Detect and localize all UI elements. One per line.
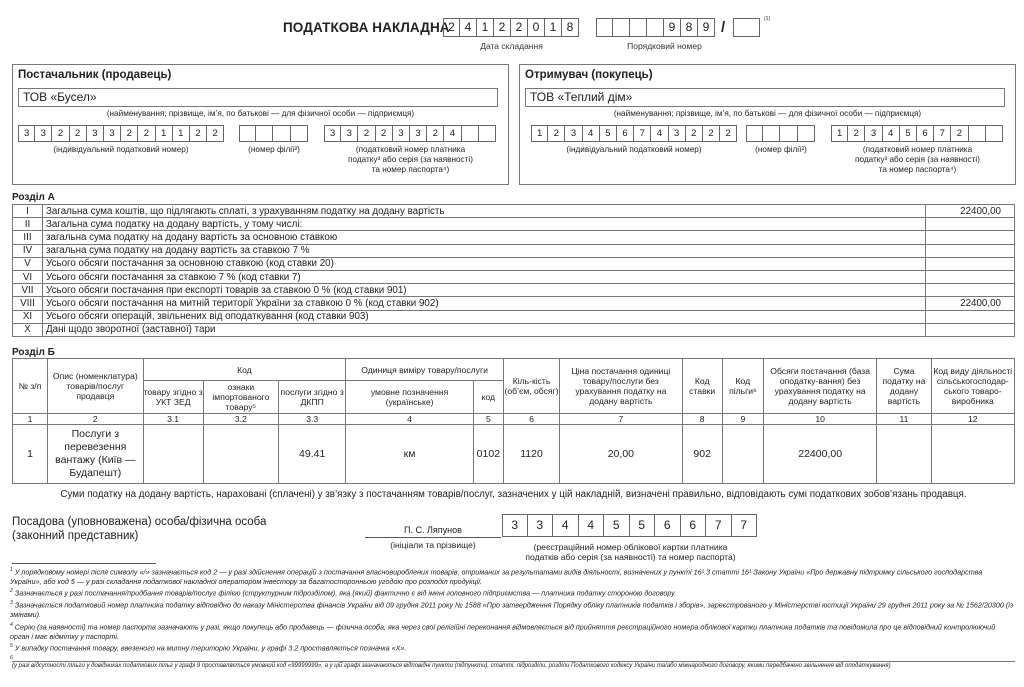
table-row bbox=[13, 297, 1015, 310]
row-label: загальна сума податку на додану вартість за ставкою 7 % bbox=[43, 244, 926, 257]
row-value[interactable] bbox=[926, 244, 1015, 257]
order-digit: 9 bbox=[664, 18, 681, 37]
row-number: I bbox=[13, 205, 43, 218]
buyer-title: Отримувач (покупець) bbox=[525, 69, 653, 81]
signatory-name-caption: (ініціали та прізвище) bbox=[390, 540, 476, 550]
footnote bbox=[10, 587, 1015, 598]
reg-digit: 3 bbox=[528, 514, 554, 537]
col-header-rate-code: Код ставки bbox=[682, 359, 722, 414]
ipn-digit: 2 bbox=[703, 125, 720, 142]
taxpayer-digit: 2 bbox=[848, 125, 865, 142]
caption-line: та номер паспорта⁴) bbox=[371, 165, 450, 174]
caption-line: податків або серія (за наявності) та номер паспорта) bbox=[525, 552, 736, 562]
taxpayer-digit: 5 bbox=[900, 125, 917, 142]
table-row bbox=[13, 284, 1015, 297]
footnote-text: Зазначається податковий номер платника податку відповідно до наказу Міністерства фінансів України від 09 грудня 2011 року № 1588 «Про затвердження Порядку обліку платників податків і зборів», зареєстрованого у Міністерстві юстиції України 29 грудня 2011 року за № 1562/20300 (із змінами). bbox=[10, 600, 1014, 620]
taxpayer-digit: 2 bbox=[376, 125, 393, 142]
branch-digit bbox=[798, 125, 815, 142]
row-value[interactable]: 22400,00 bbox=[926, 205, 1015, 218]
seller-block bbox=[12, 64, 509, 185]
date-digit: 4 bbox=[460, 18, 477, 37]
col-header-vat-sum: Сума податку на додану вартість bbox=[877, 359, 931, 414]
cell-unit-name[interactable]: км bbox=[346, 425, 474, 484]
taxpayer-digit: 4 bbox=[883, 125, 900, 142]
footnote-text: У порядковому номері після символу «/» зазначається код 2 — у разі здійснення операцій з постачання власновироблених товарів, отриманих за результатами видів діяльності, визначених у пункті 16¹.3 статті 16¹ Закону України «Про державну підтримку сільського господарства України», або код 5 — у разі складання податкової накладної оператором інвестору за багатосторонньою угодою про розподіл продукції. bbox=[10, 567, 983, 586]
ipn-digit: 1 bbox=[173, 125, 190, 142]
col-number: 5 bbox=[473, 414, 503, 425]
ipn-digit: 7 bbox=[634, 125, 651, 142]
declaration-text: Суми податку на додану вартість, нараховані (сплачені) у зв’язку з постачанням товарів/послуг, зазначених у цій накладній, визначені правильно, відповідають сумі податкових зобов’язань продавця. bbox=[60, 489, 967, 500]
row-value[interactable] bbox=[926, 284, 1015, 297]
footnote-mark: 6 bbox=[10, 655, 13, 662]
column-number-row bbox=[13, 414, 1015, 425]
taxpayer-digit: 1 bbox=[831, 125, 848, 142]
section-b-label: Розділ Б bbox=[12, 347, 55, 358]
row-number: III bbox=[13, 231, 43, 244]
reg-digit: 4 bbox=[579, 514, 605, 537]
order-digit bbox=[613, 18, 630, 37]
ipn-digit: 3 bbox=[565, 125, 582, 142]
row-label: Усього обсяги постачання за основною ставкою (код ставки 20) bbox=[43, 257, 926, 270]
branch-digit bbox=[291, 125, 308, 142]
signatory-name-field[interactable]: П. С. Ляпунов bbox=[365, 525, 501, 538]
ipn-digit: 2 bbox=[720, 125, 737, 142]
row-number: V bbox=[13, 257, 43, 270]
ipn-digit: 3 bbox=[669, 125, 686, 142]
branch-digit bbox=[256, 125, 273, 142]
date-digit: 2 bbox=[511, 18, 528, 37]
ipn-digit: 5 bbox=[600, 125, 617, 142]
ipn-digit: 2 bbox=[207, 125, 224, 142]
buyer-name-caption: (найменування; прізвище, ім’я, по батькові — для фізичної особи — підприємця) bbox=[613, 109, 922, 118]
row-label: Загальна сума податку на додану вартість, у тому числі: bbox=[43, 218, 926, 231]
ipn-digit: 2 bbox=[548, 125, 565, 142]
branch-digit bbox=[763, 125, 780, 142]
reg-digit: 6 bbox=[681, 514, 707, 537]
row-number: VI bbox=[13, 270, 43, 283]
cell-import[interactable] bbox=[203, 425, 278, 484]
buyer-taxpayer-field[interactable] bbox=[831, 125, 1003, 142]
row-number: X bbox=[13, 323, 43, 336]
footnote-mark: 5 bbox=[10, 643, 13, 650]
col-header-qty: Кіль-кість (об’єм, обсяг) bbox=[503, 359, 559, 414]
footnote-mark: 4 bbox=[10, 621, 13, 628]
taxpayer-digit: 4 bbox=[444, 125, 461, 142]
cell-uktzed[interactable] bbox=[143, 425, 203, 484]
col-header-agri-code: Код виду діяльності сільськогосподар-ського товаро-виробника bbox=[931, 359, 1014, 414]
row-label: Усього обсяги постачання на митній території України за ставкою 0 % (код ставки 902) bbox=[43, 297, 926, 310]
order-suffix-note: (1) bbox=[764, 16, 771, 22]
row-label: Усього обсяги постачання при експорті товарів за ставкою 0 % (код ставки 901) bbox=[43, 284, 926, 297]
ipn-digit: 2 bbox=[686, 125, 703, 142]
seller-branch-field[interactable] bbox=[239, 125, 308, 142]
col-number: 8 bbox=[682, 414, 722, 425]
col-number: 3.2 bbox=[203, 414, 278, 425]
table-row bbox=[13, 205, 1015, 218]
footnote-text: Серію (за наявності) та номер паспорта зазначають у разі, якщо покупець або продавець — фізична особа, яка через свої релігійні переконання відмовляється від прийняття реєстраційного номера облікової картки платника податків та повідомила про це відповідний контролюючий орган і має відмітку у паспорті. bbox=[10, 622, 996, 641]
cell-num: 1 bbox=[13, 425, 48, 484]
row-value[interactable]: 22400,00 bbox=[926, 297, 1015, 310]
col-number: 11 bbox=[877, 414, 931, 425]
section-a-label: Розділ А bbox=[12, 192, 55, 203]
ipn-digit: 3 bbox=[87, 125, 104, 142]
buyer-taxpayer-caption bbox=[831, 145, 1004, 175]
buyer-name-field[interactable]: ТОВ «Теплий дім» bbox=[525, 88, 1005, 107]
row-number: II bbox=[13, 218, 43, 231]
row-label: Дані щодо зворотної (заставної) тари bbox=[43, 323, 926, 336]
row-label: Усього обсяги постачання за ставкою 7 % (код ставки 7) bbox=[43, 270, 926, 283]
footnote-mark: 3 bbox=[10, 600, 13, 607]
section-a-table bbox=[12, 204, 1015, 337]
buyer-branch-field[interactable] bbox=[746, 125, 815, 142]
ipn-digit: 1 bbox=[531, 125, 548, 142]
table-row bbox=[13, 257, 1015, 270]
buyer-block bbox=[519, 64, 1016, 185]
col-header-import: ознаки імпортованого товару⁵ bbox=[203, 381, 278, 414]
order-digit bbox=[630, 18, 647, 37]
col-number: 3.3 bbox=[279, 414, 346, 425]
cell-benefit-code[interactable] bbox=[722, 425, 763, 484]
seller-ipn-caption: (індивідуальний податковий номер) bbox=[53, 145, 189, 154]
cell-rate-code[interactable]: 902 bbox=[682, 425, 722, 484]
col-number: 9 bbox=[722, 414, 763, 425]
col-header-benefit-code: Код пільги⁶ bbox=[722, 359, 763, 414]
col-header-unit-name: умовне позначення (українське) bbox=[346, 381, 474, 414]
buyer-ipn-caption: (індивідуальний податковий номер) bbox=[566, 145, 702, 154]
order-caption: Порядковий номер bbox=[627, 41, 702, 51]
seller-taxpayer-caption bbox=[324, 145, 497, 175]
taxpayer-digit: 2 bbox=[427, 125, 444, 142]
section-b-table bbox=[12, 358, 1015, 484]
cell-qty[interactable]: 1120 bbox=[503, 425, 559, 484]
row-number: IV bbox=[13, 244, 43, 257]
ipn-digit: 2 bbox=[138, 125, 155, 142]
table-row bbox=[13, 231, 1015, 244]
taxpayer-digit bbox=[462, 125, 479, 142]
row-value[interactable] bbox=[926, 231, 1015, 244]
taxpayer-digit bbox=[479, 125, 496, 142]
order-digit: 8 bbox=[681, 18, 698, 37]
reg-digit: 5 bbox=[630, 514, 656, 537]
signatory-label-line: (законний представник) bbox=[12, 530, 139, 542]
branch-digit bbox=[746, 125, 763, 142]
reg-digit: 6 bbox=[655, 514, 681, 537]
col-header-num: № з/п bbox=[13, 359, 48, 414]
footnotes bbox=[10, 566, 1015, 666]
footnote bbox=[10, 599, 1015, 619]
reg-digit: 5 bbox=[604, 514, 630, 537]
caption-line: (податковий номер платника bbox=[862, 145, 973, 154]
taxpayer-digit: 3 bbox=[865, 125, 882, 142]
registration-number-caption bbox=[502, 542, 759, 562]
caption-line: податку³ або серія (за наявності) bbox=[855, 155, 980, 164]
col-number: 10 bbox=[763, 414, 876, 425]
reg-digit: 7 bbox=[706, 514, 732, 537]
row-number: VIII bbox=[13, 297, 43, 310]
date-digit: 1 bbox=[477, 18, 494, 37]
signatory-label-line: Посадова (уповноважена) особа/фізична особа bbox=[12, 516, 267, 528]
date-digit: 2 bbox=[443, 18, 460, 37]
footnote-text: У випадку постачання товару, ввезеного на митну територію України, у графі 3.2 проставляється позначка «Х». bbox=[14, 643, 407, 653]
row-value[interactable] bbox=[926, 323, 1015, 336]
seller-ipn-field[interactable] bbox=[18, 125, 224, 142]
order-suffix-digit bbox=[733, 18, 760, 37]
ipn-digit: 4 bbox=[651, 125, 668, 142]
caption-line: та номер паспорта⁴) bbox=[878, 165, 957, 174]
buyer-ipn-field[interactable] bbox=[531, 125, 737, 142]
row-value[interactable] bbox=[926, 310, 1015, 323]
caption-line: (податковий номер платника bbox=[355, 145, 466, 154]
row-value[interactable] bbox=[926, 270, 1015, 283]
cell-agri-code[interactable] bbox=[931, 425, 1014, 484]
col-number: 6 bbox=[503, 414, 559, 425]
date-caption: Дата складання bbox=[480, 41, 543, 51]
taxpayer-digit: 7 bbox=[934, 125, 951, 142]
taxpayer-digit: 6 bbox=[917, 125, 934, 142]
footnote-mark: 2 bbox=[10, 588, 13, 595]
seller-name-caption: (найменування; прізвище, ім’я, по батькові — для фізичної особи — підприємця) bbox=[106, 109, 415, 118]
taxpayer-digit: 3 bbox=[393, 125, 410, 142]
document-title: ПОДАТКОВА НАКЛАДНА bbox=[283, 20, 450, 35]
seller-branch-caption: (номер філії²) bbox=[248, 145, 300, 154]
col-header-volume: Обсяги постачання (база оподатку-вання) без урахування податку на додану вартість bbox=[763, 359, 876, 414]
cell-dkpp[interactable]: 49.41 bbox=[279, 425, 346, 484]
taxpayer-digit: 2 bbox=[951, 125, 968, 142]
ipn-digit: 3 bbox=[18, 125, 35, 142]
ipn-digit: 4 bbox=[583, 125, 600, 142]
branch-digit bbox=[239, 125, 256, 142]
col-header-unit: Одиниця виміру товару/послуги bbox=[346, 359, 504, 381]
row-value[interactable] bbox=[926, 218, 1015, 231]
col-header-code: Код bbox=[143, 359, 346, 381]
order-slash: / bbox=[721, 19, 726, 36]
taxpayer-digit bbox=[986, 125, 1003, 142]
caption-line: (реєстраційний номер облікової картки платника bbox=[533, 542, 728, 552]
taxpayer-digit: 3 bbox=[341, 125, 358, 142]
col-number: 2 bbox=[48, 414, 143, 425]
footnote bbox=[10, 566, 1015, 586]
seller-taxpayer-field[interactable] bbox=[324, 125, 496, 142]
ipn-digit: 2 bbox=[190, 125, 207, 142]
cell-unit-code[interactable]: 0102 bbox=[473, 425, 503, 484]
table-row bbox=[13, 270, 1015, 283]
cell-price[interactable]: 20,00 bbox=[560, 425, 682, 484]
col-header-uktzed: товару згідно з УКТ ЗЕД bbox=[143, 381, 203, 414]
footnote-mark: 1 bbox=[10, 567, 13, 573]
footnote6-field-line[interactable] bbox=[12, 661, 1015, 662]
order-digit: 9 bbox=[698, 18, 715, 37]
table-row bbox=[13, 218, 1015, 231]
order-suffix-field[interactable] bbox=[733, 18, 760, 37]
date-digit: 2 bbox=[494, 18, 511, 37]
reg-digit: 7 bbox=[732, 514, 758, 537]
footnote6-detail: (у разі відсутності пільги у довідниках податкових пільг у графі 9 проставляється умовний код «99999999», а у цій графі зазначаються відповідні пункти (підпункти), статті, підрозділи, розділи Податкового кодексу України та/або міжнародного договору, якими передбачено звільнення від оподаткування) bbox=[12, 663, 891, 669]
table-row bbox=[13, 323, 1015, 336]
col-header-unit-code: код bbox=[473, 381, 503, 414]
taxpayer-digit bbox=[969, 125, 986, 142]
seller-title: Постачальник (продавець) bbox=[18, 69, 172, 81]
buyer-branch-caption: (номер філії²) bbox=[755, 145, 807, 154]
ipn-digit: 6 bbox=[617, 125, 634, 142]
col-number: 7 bbox=[560, 414, 682, 425]
cell-vat-sum[interactable] bbox=[877, 425, 931, 484]
row-number: VII bbox=[13, 284, 43, 297]
ipn-digit: 1 bbox=[156, 125, 173, 142]
registration-number-field[interactable] bbox=[502, 514, 757, 537]
date-field[interactable] bbox=[443, 18, 579, 37]
ipn-digit: 2 bbox=[52, 125, 69, 142]
footnote-text: Зазначається у разі постачання/придбання товарів/послуг філією (структурним підрозділом), яка (який) фактично є від імені головного підприємства — платника податку стороною договору. bbox=[14, 588, 677, 598]
reg-digit: 4 bbox=[553, 514, 579, 537]
taxpayer-digit: 3 bbox=[324, 125, 341, 142]
table-row bbox=[13, 310, 1015, 323]
row-label: загальна сума податку на додану вартість за основною ставкою bbox=[43, 231, 926, 244]
date-digit: 8 bbox=[562, 18, 579, 37]
cell-volume[interactable]: 22400,00 bbox=[763, 425, 876, 484]
row-label: Усього обсяги операцій, звільнених від оподаткування (код ставки 903) bbox=[43, 310, 926, 323]
date-digit: 0 bbox=[528, 18, 545, 37]
row-number: XI bbox=[13, 310, 43, 323]
ipn-digit: 3 bbox=[35, 125, 52, 142]
taxpayer-digit: 3 bbox=[410, 125, 427, 142]
date-digit: 1 bbox=[545, 18, 562, 37]
branch-digit bbox=[273, 125, 290, 142]
caption-line: податку³ або серія (за наявності) bbox=[348, 155, 473, 164]
signatory-label bbox=[12, 515, 266, 543]
col-number: 4 bbox=[346, 414, 474, 425]
order-digit bbox=[647, 18, 664, 37]
ipn-digit: 2 bbox=[70, 125, 87, 142]
table-row bbox=[13, 244, 1015, 257]
col-number: 12 bbox=[931, 414, 1014, 425]
ipn-digit: 2 bbox=[121, 125, 138, 142]
footnote-divider bbox=[12, 563, 156, 564]
footnote bbox=[10, 621, 1015, 641]
col-header-dkpp: послуги згідно з ДКПП bbox=[279, 381, 346, 414]
order-digit bbox=[596, 18, 613, 37]
branch-digit bbox=[780, 125, 797, 142]
taxpayer-digit: 2 bbox=[358, 125, 375, 142]
seller-name-field[interactable]: ТОВ «Бусел» bbox=[18, 88, 498, 107]
table-row bbox=[13, 425, 1015, 484]
order-number-field[interactable] bbox=[596, 18, 715, 37]
header-row bbox=[13, 359, 1015, 381]
row-value[interactable] bbox=[926, 257, 1015, 270]
ipn-digit: 3 bbox=[104, 125, 121, 142]
reg-digit: 3 bbox=[502, 514, 528, 537]
col-number: 3.1 bbox=[143, 414, 203, 425]
col-number: 1 bbox=[13, 414, 48, 425]
footnote bbox=[10, 642, 1015, 653]
cell-desc[interactable]: Послуги з перевезення вантажу (Київ — Будапешт) bbox=[48, 425, 143, 484]
row-label: Загальна сума коштів, що підлягають сплаті, з урахуванням податку на додану вартість bbox=[43, 205, 926, 218]
col-header-desc: Опис (номенклатура) товарів/послуг продавця bbox=[48, 359, 143, 414]
col-header-price: Ціна постачання одиниці товару/послуги без урахування податку на додану вартість bbox=[560, 359, 682, 414]
